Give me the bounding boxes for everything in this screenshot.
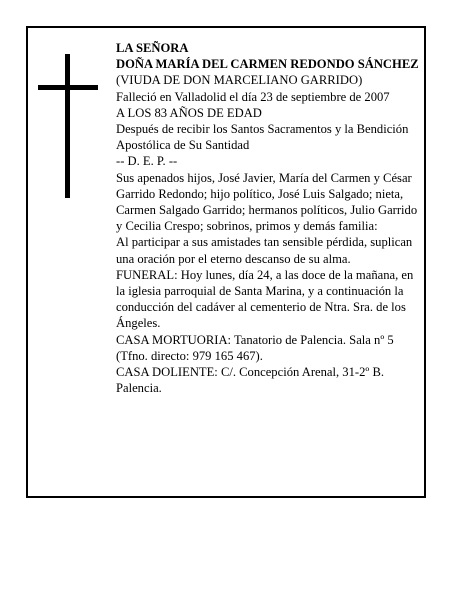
dep-line: -- D. E. P. --	[116, 154, 178, 169]
cross-vertical-bar	[65, 54, 70, 198]
cross-horizontal-bar	[38, 85, 98, 90]
sacraments-line: Después de recibir los Santos Sacramentos y la Bendición Apostólica de Su Santidad	[116, 122, 409, 153]
family-paragraph: Sus apenados hijos, José Javier, María del Carmen y César Garrido Redondo; hijo político, José Luis Salgado; nieta, Carmen Salgado Garrido; hermanos políticos, Julio Garrido y Cecilia Crespo; sobrinos, primos y demás familia:	[116, 170, 418, 234]
request-paragraph: Al participar a sus amistades tan sensible pérdida, suplican una oración por el eterno descanso de su alma.	[116, 235, 413, 266]
obituary-notice	[26, 26, 426, 498]
widow-of-line: (VIUDA DE DON MARCELIANO GARRIDO)	[116, 73, 363, 88]
notice-text	[116, 40, 422, 396]
funeral-paragraph: FUNERAL: Hoy lunes, día 24, a las doce de la mañana, en la iglesia parroquial de Santa Marina, y a continuación la conducción del cadáver al cementerio de Ntra. Sra. de los Ángeles.	[116, 267, 414, 331]
notice-heading: LA SEÑORA	[116, 41, 189, 55]
age-line: A LOS 83 AÑOS DE EDAD	[116, 105, 262, 120]
death-line: Falleció en Valladolid el día 23 de septiembre de 2007	[116, 89, 390, 104]
mortuary-paragraph: CASA MORTUORIA: Tanatorio de Palencia. Sala nº 5 (Tfno. directo: 979 165 467).	[116, 332, 394, 363]
latin-cross-icon	[38, 54, 98, 198]
residence-paragraph: CASA DOLIENTE: C/. Concepción Arenal, 31-2º B. Palencia.	[116, 365, 384, 396]
deceased-name: DOÑA MARÍA DEL CARMEN REDONDO SÁNCHEZ	[116, 57, 419, 72]
